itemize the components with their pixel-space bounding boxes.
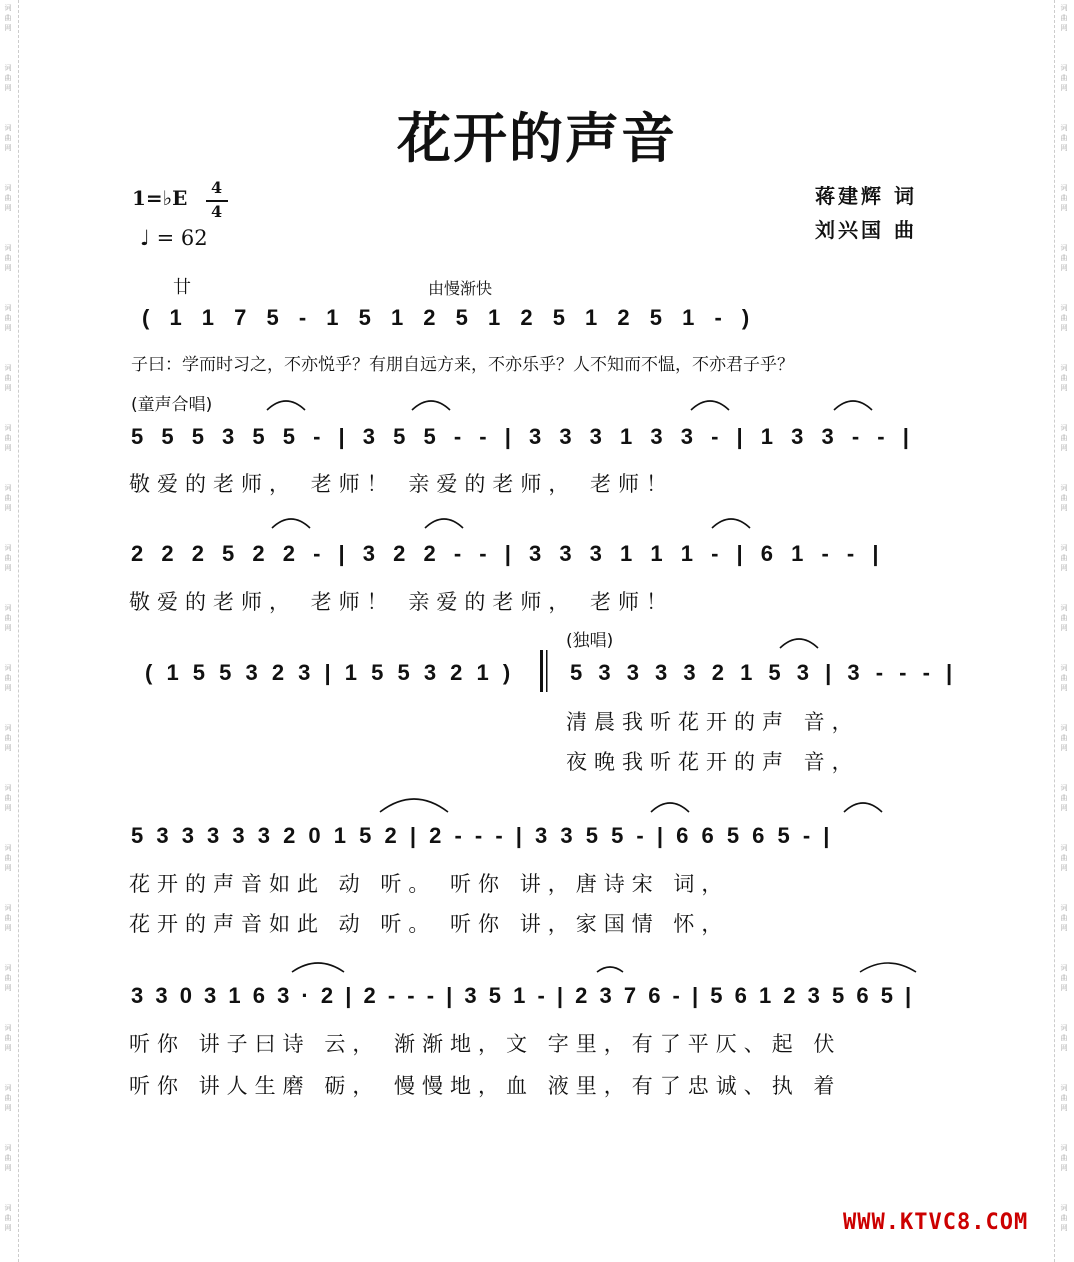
site-url-logo: WWW.KTVC8.COM [843,1210,1029,1235]
watermark-char: 曲 [1060,1214,1068,1222]
lyricist-credit: 蒋建辉 词 [815,184,917,208]
watermark-char: 曲 [4,1154,12,1162]
watermark-char: 网 [4,804,12,812]
watermark-char: 网 [4,744,12,752]
section1-lyrics: 敬爱的老师， 老师！ 亲爱的老师， 老师！ [129,472,675,496]
watermark-char: 曲 [1060,254,1068,262]
watermark-char: 曲 [4,554,12,562]
watermark-char: 词 [4,1084,12,1092]
watermark-char: 曲 [4,734,12,742]
section3-lyrics-verse2: 夜晚我听花开的声 音， [566,750,860,774]
watermark-char: 曲 [4,494,12,502]
watermark-char: 网 [4,624,12,632]
watermark-char: 网 [1060,144,1068,152]
watermark-char: 网 [1060,564,1068,572]
watermark-char: 网 [1060,264,1068,272]
watermark-char: 词 [1060,124,1068,132]
watermark-char: 网 [4,924,12,932]
watermark-char: 网 [1060,984,1068,992]
watermark-char: 曲 [4,1034,12,1042]
watermark-char: 网 [1060,1224,1068,1232]
watermark-char: 词 [4,1024,12,1032]
watermark-char: 曲 [4,14,12,22]
watermark-char: 词 [4,844,12,852]
watermark-char: 网 [4,1224,12,1232]
watermark-char: 词 [1060,1204,1068,1212]
watermark-char: 网 [1060,744,1068,752]
watermark-char: 词 [4,544,12,552]
watermark-char: 词 [1060,544,1068,552]
watermark-char: 曲 [4,434,12,442]
watermark-char: 词 [1060,1084,1068,1092]
watermark-char: 曲 [4,914,12,922]
watermark-char: 词 [1060,664,1068,672]
section4-notes: 5 3 3 3 3 3 2 0 1 5 2 | 2 - - - | 3 3 5 5 - | 6 6 5 6 5 - | [131,823,830,848]
section4-lyrics-verse1: 花开的声音如此 动 听。 听你 讲，唐诗宋 词， [129,872,730,896]
watermark-char: 词 [4,784,12,792]
watermark-char: 词 [4,184,12,192]
watermark-char: 曲 [1060,674,1068,682]
watermark-char: 曲 [4,194,12,202]
free-tempo-mark: 廿 [173,277,191,298]
watermark-char: 词 [1060,844,1068,852]
section5-notes: 3 3 0 3 1 6 3 · 2 | 2 - - - | 3 5 1 - | 2 3 7 6 - | 5 6 1 2 3 5 6 5 | [131,983,912,1008]
tempo-marking: ♩ = 62 [140,226,208,250]
watermark-char: 曲 [1060,974,1068,982]
watermark-char: 网 [4,564,12,572]
watermark-char: 词 [1060,1024,1068,1032]
watermark-char: 词 [4,904,12,912]
watermark-char: 网 [4,264,12,272]
song-title: 花开的声音 [397,107,677,170]
watermark-char: 曲 [1060,134,1068,142]
watermark-char: 曲 [4,674,12,682]
section2-lyrics: 敬爱的老师， 老师！ 亲爱的老师， 老师！ [129,590,675,614]
watermark-char: 曲 [1060,74,1068,82]
watermark-char: 词 [1060,964,1068,972]
watermark-char: 词 [1060,904,1068,912]
watermark-char: 网 [4,1044,12,1052]
tempo-change-note: 由慢渐快 [428,279,493,298]
watermark-char: 网 [4,684,12,692]
watermark-char: 词 [1060,604,1068,612]
watermark-char: 网 [4,24,12,32]
section3-lyrics-verse1: 清晨我听花开的声 音， [566,710,860,734]
watermark-char: 网 [4,1164,12,1172]
watermark-char: 曲 [4,1214,12,1222]
watermark-char: 曲 [1060,734,1068,742]
time-signature-top: 4 [211,178,223,197]
key-signature: 1=♭E [132,186,188,210]
watermark-char: 曲 [1060,374,1068,382]
watermark-char: 网 [4,1104,12,1112]
watermark-char: 网 [1060,84,1068,92]
watermark-char: 曲 [1060,14,1068,22]
watermark-char: 网 [1060,1104,1068,1112]
watermark-char: 词 [1060,4,1068,12]
watermark-char: 词 [1060,484,1068,492]
watermark-char: 词 [4,424,12,432]
watermark-char: 词 [4,4,12,12]
interlude-notes: ( 1 5 5 3 2 3 | 1 5 5 3 2 1 ) [145,660,511,685]
watermark-char: 词 [4,964,12,972]
watermark-char: 网 [1060,1044,1068,1052]
watermark-char: 曲 [4,794,12,802]
section2-notes: 2 2 2 5 2 2 - | 3 2 2 - - | 3 3 3 1 1 1 - | 6 1 - - | [131,541,879,566]
watermark-char: 词 [1060,244,1068,252]
watermark-char: 词 [4,64,12,72]
watermark-char: 网 [4,864,12,872]
watermark-char: 网 [1060,384,1068,392]
watermark-char: 词 [1060,64,1068,72]
watermark-char: 网 [1060,684,1068,692]
watermark-char: 词 [1060,364,1068,372]
watermark-char: 曲 [4,854,12,862]
watermark-char: 词 [1060,1144,1068,1152]
watermark-char: 词 [1060,304,1068,312]
section5-lyrics-verse2: 听你 讲人生磨 砺， 慢慢地，血 液里，有了忠诚、执 着 [129,1074,842,1098]
watermark-char: 网 [1060,324,1068,332]
watermark-char: 网 [4,444,12,452]
watermark-char: 词 [1060,724,1068,732]
solo-label: (独唱) [566,631,614,651]
watermark-char: 网 [1060,444,1068,452]
watermark-char: 词 [4,244,12,252]
section4-lyrics-verse2: 花开的声音如此 动 听。 听你 讲，家国情 怀， [129,912,730,936]
watermark-char: 曲 [1060,914,1068,922]
watermark-char: 曲 [1060,1034,1068,1042]
watermark-char: 曲 [1060,194,1068,202]
watermark-char: 曲 [1060,1094,1068,1102]
watermark-char: 曲 [4,374,12,382]
watermark-char: 曲 [4,974,12,982]
watermark-char: 网 [4,204,12,212]
watermark-char: 曲 [1060,614,1068,622]
watermark-char: 曲 [1060,1154,1068,1162]
watermark-char: 曲 [4,314,12,322]
watermark-char: 网 [1060,624,1068,632]
watermark-char: 词 [1060,424,1068,432]
watermark-char: 词 [4,724,12,732]
watermark-char: 曲 [4,1094,12,1102]
watermark-char: 词 [4,124,12,132]
watermark-char: 网 [4,384,12,392]
watermark-char: 词 [4,484,12,492]
watermark-char: 词 [1060,784,1068,792]
watermark-char: 曲 [1060,554,1068,562]
watermark-char: 曲 [1060,494,1068,502]
intro-notes: ( 1 1 7 5 - 1 5 1 2 5 1 2 5 1 2 5 1 - ) [142,305,750,330]
section1-notes: 5 5 5 3 5 5 - | 3 5 5 - - | 3 3 3 1 3 3 - | 1 3 3 - - | [131,424,909,449]
watermark-char: 词 [4,304,12,312]
watermark-char: 曲 [4,74,12,82]
watermark-char: 曲 [4,614,12,622]
watermark-char: 网 [4,984,12,992]
section5-lyrics-verse1: 听你 讲子曰诗 云， 渐渐地，文 字里，有了平仄、起 伏 [129,1032,842,1056]
watermark-char: 网 [4,84,12,92]
children-chorus-label: (童声合唱) [131,395,213,415]
watermark-char: 网 [4,504,12,512]
watermark-char: 曲 [1060,434,1068,442]
watermark-char: 网 [1060,504,1068,512]
watermark-char: 网 [1060,1164,1068,1172]
watermark-char: 网 [1060,804,1068,812]
section3-notes: 5 3 3 3 3 2 1 5 3 | 3 - - - | [570,660,953,685]
watermark-char: 网 [4,324,12,332]
watermark-char: 曲 [1060,314,1068,322]
watermark-char: 网 [1060,204,1068,212]
watermark-char: 词 [4,604,12,612]
watermark-char: 词 [1060,184,1068,192]
confucius-quote: 子曰：学而时习之，不亦悦乎？有朋自远方来，不亦乐乎？人不知而不愠，不亦君子乎？ [131,355,794,375]
watermark-char: 词 [4,664,12,672]
watermark-char: 词 [4,1144,12,1152]
watermark-char: 词 [4,364,12,372]
watermark-char: 曲 [1060,794,1068,802]
watermark-char: 曲 [4,254,12,262]
watermark-char: 曲 [1060,854,1068,862]
watermark-char: 网 [1060,24,1068,32]
watermark-char: 曲 [4,134,12,142]
watermark-char: 网 [4,144,12,152]
watermark-char: 词 [4,1204,12,1212]
composer-credit: 刘兴国 曲 [815,218,917,242]
watermark-char: 网 [1060,924,1068,932]
time-signature-bottom: 4 [211,202,223,221]
watermark-char: 网 [1060,864,1068,872]
